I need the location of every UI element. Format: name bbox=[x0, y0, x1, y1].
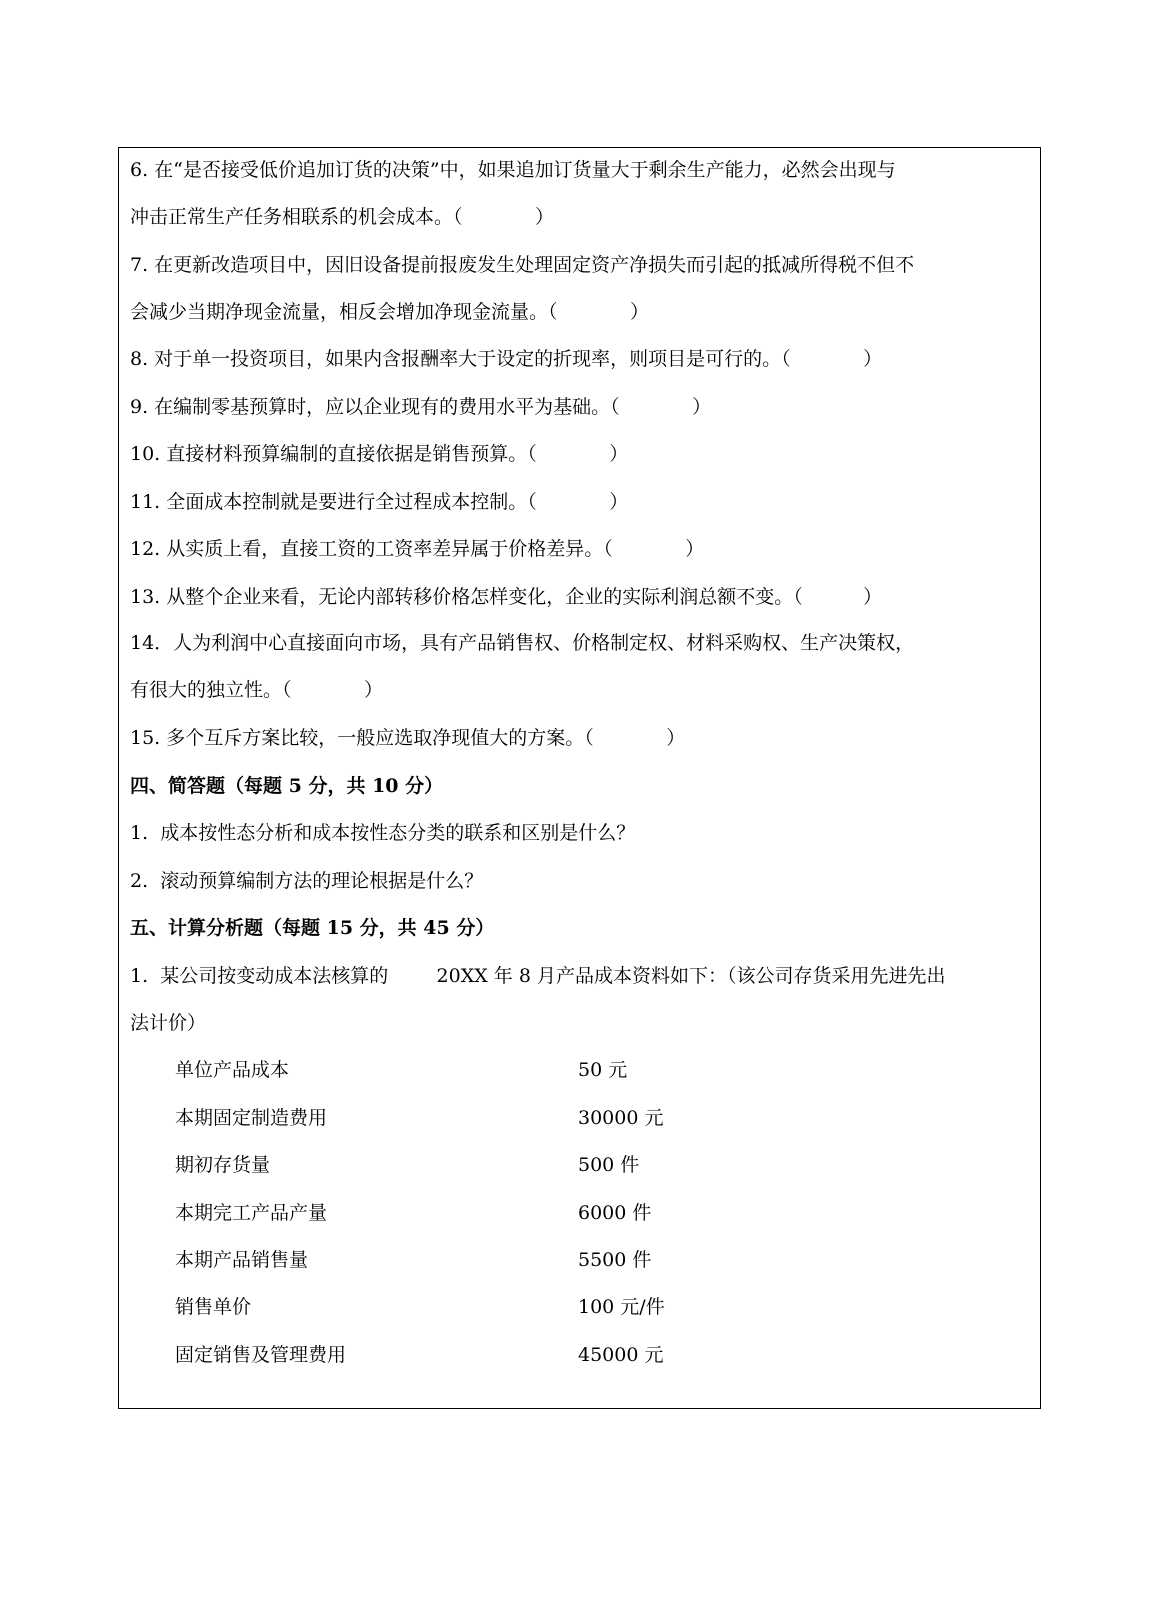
cost-item-label: 本期产品销售量 bbox=[175, 1249, 309, 1271]
question-15: 15. 多个互斥方案比较，一般应选取净现值大的方案。（ ） bbox=[130, 727, 686, 749]
cost-item-label: 单位产品成本 bbox=[175, 1059, 290, 1081]
cost-item-label: 销售单价 bbox=[175, 1296, 252, 1318]
calc-question-1-line-2: 法计价） bbox=[130, 1012, 207, 1034]
cost-item-value: 6000 件 bbox=[578, 1202, 652, 1224]
question-10: 10. 直接材料预算编制的直接依据是销售预算。（ ） bbox=[130, 443, 629, 465]
cost-item-value: 50 元 bbox=[578, 1059, 628, 1081]
cost-item-value: 500 件 bbox=[578, 1154, 640, 1176]
question-14-line-1: 14．人为利润中心直接面向市场，具有产品销售权、价格制定权、材料采购权、生产决策权， bbox=[130, 632, 915, 654]
short-answer-1: 1. 成本按性态分析和成本按性态分类的联系和区别是什么？ bbox=[130, 822, 636, 844]
question-9: 9. 在编制零基预算时，应以企业现有的费用水平为基础。（ ） bbox=[130, 396, 712, 418]
cost-item-label: 固定销售及管理费用 bbox=[175, 1344, 347, 1366]
question-12: 12. 从实质上看，直接工资的工资率差异属于价格差异。（ ） bbox=[130, 538, 705, 560]
question-6-line-1: 6. 在“是否接受低价追加订货的决策”中，如果追加订货量大于剩余生产能力，必然会出现与 bbox=[130, 159, 896, 181]
question-6-line-2: 冲击正常生产任务相联系的机会成本。（ ） bbox=[130, 206, 554, 228]
question-11: 11. 全面成本控制就是要进行全过程成本控制。（ ） bbox=[130, 491, 629, 513]
cost-item-label: 本期固定制造费用 bbox=[175, 1107, 328, 1129]
cost-item-value: 100 元/件 bbox=[578, 1296, 665, 1318]
section-4-heading: 四、简答题（每题 5 分，共 10 分） bbox=[130, 775, 444, 797]
cost-item-value: 30000 元 bbox=[578, 1107, 664, 1129]
question-7-line-1: 7. 在更新改造项目中，因旧设备提前报废发生处理固定资产净损失而引起的抵减所得税不但不 bbox=[130, 254, 915, 276]
question-14-line-2: 有很大的独立性。（ ） bbox=[130, 679, 383, 701]
section-5-heading: 五、计算分析题（每题 15 分，共 45 分） bbox=[130, 917, 495, 939]
cost-item-label: 期初存货量 bbox=[175, 1154, 271, 1176]
calc-question-1-line-1: 1. 某公司按变动成本法核算的 20XX 年 8 月产品成本资料如下：（该公司存货采用先进先出 bbox=[130, 965, 946, 987]
question-13: 13. 从整个企业来看，无论内部转移价格怎样变化，企业的实际利润总额不变。（ ） bbox=[130, 586, 883, 608]
cost-item-label: 本期完工产品产量 bbox=[175, 1202, 328, 1224]
question-7-line-2: 会减少当期净现金流量，相反会增加净现金流量。（ ） bbox=[130, 301, 649, 323]
question-8: 8. 对于单一投资项目，如果内含报酬率大于设定的折现率，则项目是可行的。（ ） bbox=[130, 348, 883, 370]
short-answer-2: 2. 滚动预算编制方法的理论根据是什么？ bbox=[130, 870, 484, 892]
cost-item-value: 45000 元 bbox=[578, 1344, 664, 1366]
cost-item-value: 5500 件 bbox=[578, 1249, 652, 1271]
